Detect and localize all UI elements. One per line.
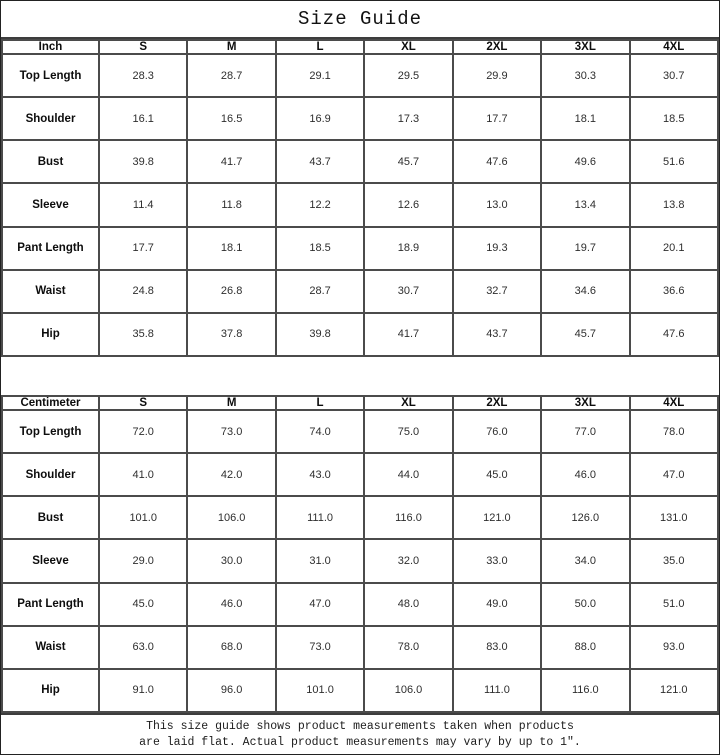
row-label-cell: Sleeve [2,539,99,582]
measurement-cell: 46.0 [541,453,629,496]
row-label-cell: Waist [2,626,99,669]
measurement-cell: 11.8 [187,183,275,226]
measurement-cell: 24.8 [99,270,187,313]
measurement-cell: 36.6 [630,270,718,313]
size-header-cell: 4XL [630,40,718,54]
row-label-cell: Hip [2,669,99,712]
size-header-cell: L [276,40,364,54]
measurement-cell: 46.0 [187,583,275,626]
measurement-cell: 30.7 [630,54,718,97]
measurement-cell: 16.9 [276,97,364,140]
row-label-cell: Top Length [2,410,99,453]
size-header-cell: XL [364,396,452,410]
measurement-row [2,270,718,313]
measurement-cell: 28.7 [187,54,275,97]
measurement-row [2,583,718,626]
measurement-cell: 18.1 [541,97,629,140]
measurement-cell: 93.0 [630,626,718,669]
measurement-cell: 47.0 [276,583,364,626]
measurement-cell: 17.3 [364,97,452,140]
measurement-cell: 17.7 [99,227,187,270]
measurement-cell: 12.2 [276,183,364,226]
measurement-cell: 121.0 [453,496,541,539]
measurement-cell: 50.0 [541,583,629,626]
measurement-cell: 29.0 [99,539,187,582]
measurement-cell: 49.6 [541,140,629,183]
size-guide-title-box [1,1,719,39]
measurement-cell: 30.3 [541,54,629,97]
size-header-cell: 2XL [453,40,541,54]
measurement-cell: 43.7 [276,140,364,183]
measurement-cell: 12.6 [364,183,452,226]
measurement-cell: 29.1 [276,54,364,97]
measurement-cell: 96.0 [187,669,275,712]
measurement-cell: 31.0 [276,539,364,582]
size-header-cell: L [276,396,364,410]
measurement-cell: 116.0 [364,496,452,539]
measurement-cell: 51.0 [630,583,718,626]
measurement-row [2,54,718,97]
measurement-cell: 63.0 [99,626,187,669]
table-gap [1,357,719,395]
row-label-cell: Bust [2,140,99,183]
measurement-cell: 76.0 [453,410,541,453]
measurement-row [2,539,718,582]
size-header-cell: 4XL [630,396,718,410]
measurement-cell: 32.7 [453,270,541,313]
measurement-cell: 42.0 [187,453,275,496]
measurement-cell: 47.6 [453,140,541,183]
row-label-cell: Bust [2,496,99,539]
measurement-cell: 41.7 [187,140,275,183]
row-label-cell: Shoulder [2,97,99,140]
measurement-cell: 73.0 [276,626,364,669]
measurement-cell: 101.0 [99,496,187,539]
size-header-cell: 3XL [541,40,629,54]
row-label-cell: Waist [2,270,99,313]
inch-header-row [2,40,718,54]
measurement-cell: 74.0 [276,410,364,453]
measurement-cell: 19.7 [541,227,629,270]
centimeter-size-table [1,395,719,713]
measurement-cell: 44.0 [364,453,452,496]
measurement-cell: 28.3 [99,54,187,97]
row-label-cell: Pant Length [2,583,99,626]
measurement-row [2,669,718,712]
measurement-cell: 26.8 [187,270,275,313]
size-header-cell: M [187,40,275,54]
page-title: Size Guide [297,8,423,30]
measurement-cell: 45.0 [453,453,541,496]
measurement-cell: 45.7 [541,313,629,356]
measurement-cell: 18.1 [187,227,275,270]
measurement-cell: 19.3 [453,227,541,270]
measurement-cell: 11.4 [99,183,187,226]
measurement-cell: 16.5 [187,97,275,140]
measurement-cell: 77.0 [541,410,629,453]
measurement-row [2,410,718,453]
measurement-cell: 41.0 [99,453,187,496]
measurement-cell: 126.0 [541,496,629,539]
measurement-cell: 91.0 [99,669,187,712]
measurement-row [2,140,718,183]
measurement-cell: 116.0 [541,669,629,712]
measurement-cell: 131.0 [630,496,718,539]
measurement-cell: 51.6 [630,140,718,183]
measurement-cell: 48.0 [364,583,452,626]
measurement-cell: 16.1 [99,97,187,140]
measurement-cell: 45.7 [364,140,452,183]
measurement-cell: 30.7 [364,270,452,313]
measurement-cell: 34.6 [541,270,629,313]
unit-header-cell: Centimeter [2,396,99,410]
measurement-cell: 78.0 [364,626,452,669]
measurement-cell: 29.5 [364,54,452,97]
measurement-cell: 32.0 [364,539,452,582]
measurement-cell: 13.4 [541,183,629,226]
measurement-row [2,626,718,669]
measurement-cell: 88.0 [541,626,629,669]
measurement-cell: 106.0 [187,496,275,539]
measurement-cell: 41.7 [364,313,452,356]
measurement-row [2,313,718,356]
measurement-cell: 20.1 [630,227,718,270]
measurement-cell: 47.0 [630,453,718,496]
size-header-cell: XL [364,40,452,54]
footer-note-line1: This size guide shows product measurements taken when products [146,719,574,733]
measurement-row [2,97,718,140]
measurement-cell: 17.7 [453,97,541,140]
measurement-cell: 18.5 [276,227,364,270]
centimeter-header-row [2,396,718,410]
size-header-cell: M [187,396,275,410]
measurement-cell: 30.0 [187,539,275,582]
measurement-row [2,227,718,270]
measurement-cell: 18.9 [364,227,452,270]
measurement-cell: 111.0 [453,669,541,712]
measurement-cell: 43.0 [276,453,364,496]
footer-note [1,713,719,754]
measurement-cell: 35.8 [99,313,187,356]
measurement-cell: 83.0 [453,626,541,669]
measurement-cell: 45.0 [99,583,187,626]
measurement-cell: 111.0 [276,496,364,539]
measurement-cell: 33.0 [453,539,541,582]
footer-note-line2: are laid flat. Actual product measurements may vary by up to 1″. [139,735,581,749]
size-header-cell: 2XL [453,396,541,410]
measurement-row [2,453,718,496]
measurement-cell: 106.0 [364,669,452,712]
row-label-cell: Hip [2,313,99,356]
size-header-cell: S [99,40,187,54]
row-label-cell: Top Length [2,54,99,97]
row-label-cell: Sleeve [2,183,99,226]
size-header-cell: 3XL [541,396,629,410]
measurement-cell: 43.7 [453,313,541,356]
size-header-cell: S [99,396,187,410]
measurement-cell: 39.8 [276,313,364,356]
measurement-cell: 39.8 [99,140,187,183]
measurement-cell: 37.8 [187,313,275,356]
row-label-cell: Pant Length [2,227,99,270]
measurement-cell: 35.0 [630,539,718,582]
measurement-cell: 72.0 [99,410,187,453]
measurement-cell: 49.0 [453,583,541,626]
unit-header-cell: Inch [2,40,99,54]
measurement-cell: 47.6 [630,313,718,356]
measurement-cell: 28.7 [276,270,364,313]
measurement-cell: 68.0 [187,626,275,669]
measurement-cell: 75.0 [364,410,452,453]
measurement-cell: 18.5 [630,97,718,140]
measurement-cell: 101.0 [276,669,364,712]
inch-size-table [1,39,719,357]
measurement-cell: 34.0 [541,539,629,582]
measurement-cell: 73.0 [187,410,275,453]
row-label-cell: Shoulder [2,453,99,496]
measurement-row [2,496,718,539]
measurement-cell: 78.0 [630,410,718,453]
measurement-cell: 121.0 [630,669,718,712]
measurement-cell: 29.9 [453,54,541,97]
measurement-cell: 13.0 [453,183,541,226]
measurement-cell: 13.8 [630,183,718,226]
measurement-row [2,183,718,226]
